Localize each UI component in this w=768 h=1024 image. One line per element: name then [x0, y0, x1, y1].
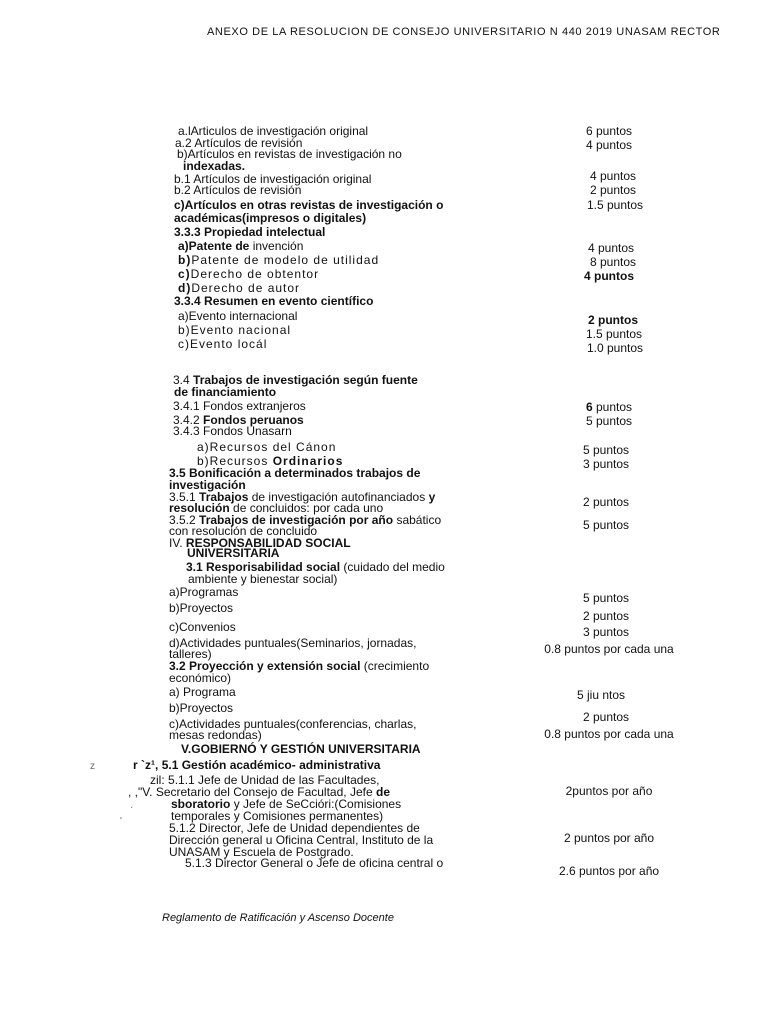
section-3-5-2-num: 3.5.2	[169, 513, 196, 527]
item-c: c)Artículos en otras revistas de investigación o	[174, 198, 444, 212]
points-value: 2 puntos	[589, 183, 637, 197]
section-3-5-2-cont: con resolución de concluido	[169, 524, 318, 538]
section-5-1-1-b-pre: , ,"	[128, 785, 143, 799]
section-5-1-2: 5.1.2 Director, Jefe de Unidad dependientes de	[169, 821, 420, 835]
section-3-4-3: 3.4.3 Fondos Unasarn	[173, 424, 292, 438]
section-v: V.GOBIERNÓ Y GESTIÓN UNIVERSITARIA	[181, 742, 421, 756]
section-3-5-2-bold: Trabajos de investigación por año	[199, 513, 394, 527]
section-3-3-4: 3.3.4 Resumen en evento científico	[174, 294, 374, 308]
points-value: 2 puntos	[582, 609, 630, 623]
document-footer: Reglamento de Ratificación y Ascenso Docente	[162, 912, 394, 924]
section-iv-cont: UNIVERSITARIA	[187, 546, 280, 560]
item-a1: a.lArticulos de investigación original	[178, 124, 369, 138]
points-value: 8 puntos	[589, 255, 637, 269]
item-patente-c	[178, 268, 319, 281]
section-3-2-cont: económico)	[169, 671, 232, 685]
item-pe-c-cont: mesas redondas)	[169, 728, 262, 742]
section-3-5-1-num: 3.5.1	[169, 490, 196, 504]
points-value: 2 puntos	[582, 495, 630, 509]
section-5-1-3: 5.1.3 Director General o Jefe de oficina central o	[185, 856, 444, 870]
points-value: 6 puntos	[585, 124, 633, 138]
item-rs-c: c)Convenios	[169, 620, 236, 634]
points-value: 5 puntos	[582, 518, 630, 532]
points-value-bold: 6	[585, 400, 593, 414]
item-patente-c-label: c)	[178, 267, 191, 281]
section-5-1-1-pre: zil:	[150, 773, 165, 787]
section-3-1-bold: 3.1 Resporisabilidad social	[186, 560, 341, 574]
section-iv-num: IV.	[169, 536, 183, 550]
item-patente-b-text: Patente de modelo de utilidad	[191, 253, 380, 267]
section-3-4-1: 3.4.1 Fondos extranjeros	[173, 399, 306, 413]
points-value: 0.8 puntos por cada una	[544, 727, 674, 741]
section-5-1-1-b-de: de	[375, 785, 390, 799]
item-b-cont: indexadas.	[183, 159, 246, 173]
section-5-1-1-c-text: y Jefe de SeCcióri:(Comisiones	[233, 797, 402, 811]
points-value: 4 puntos	[587, 241, 635, 255]
section-3-5-1-bold: Trabajos	[199, 490, 249, 504]
item-recursos-b-text: b)Recursos	[197, 454, 269, 468]
points-value: 5 puntos	[585, 414, 633, 428]
item-pe-a: a) Programa	[169, 685, 236, 699]
section-3-2-bold: 3.2 Proyección y extensión social	[169, 659, 361, 673]
item-rs-a: a)Programas	[169, 585, 239, 599]
section-3-5-1-y: y	[428, 490, 436, 504]
points-value: 0.8 puntos por cada una	[544, 642, 674, 656]
stray-mark: ·	[130, 802, 134, 813]
points-value	[586, 401, 632, 414]
item-evento-c: c)Evento locál	[178, 337, 268, 351]
section-5-1	[133, 759, 380, 772]
section-5-1-1-text: 5.1.1 Jefe de Unidad de las Facultades,	[168, 773, 380, 787]
item-b2: b.2 Artículos de revisión	[174, 183, 302, 197]
section-3-5-1-text: de investigación autofinanciados	[251, 490, 426, 504]
item-patente-b-label: b)	[178, 253, 192, 267]
stray-mark: '	[120, 816, 122, 827]
section-3-3-3: 3.3.3 Propiedad intelectual	[174, 225, 326, 239]
item-recursos-a: a)Recursos del Cánon	[197, 440, 337, 454]
points-value: 5 puntos	[582, 591, 630, 605]
section-3-1-text: (cuidado del medio	[343, 560, 445, 574]
section-3-4-2-num: 3.4.2	[173, 413, 200, 427]
points-value: 4 puntos	[585, 138, 633, 152]
section-3-4-num: 3.4	[173, 373, 190, 387]
points-value: 5 jiu ntos	[576, 688, 626, 702]
item-c-cont: académicas(impresos o digitales)	[174, 211, 367, 225]
points-value: 1.5 puntos	[586, 198, 644, 212]
item-patente-d-label: d)	[178, 281, 192, 295]
item-patente-c-text: Derecho de obtentor	[190, 267, 320, 281]
points-value: 2puntos por año	[565, 784, 653, 798]
section-3-5-1-res: resolución	[169, 501, 230, 515]
item-patente-a-text: invención	[252, 239, 304, 253]
section-5-1-1-b-text: V. Secretario del Consejo de Facultad, Jefe	[142, 785, 373, 799]
points-value: 1.0 puntos	[586, 341, 644, 355]
item-b1: b.1 Artículos de investigación original	[174, 172, 372, 186]
points-value: 2.6 puntos por año	[558, 864, 660, 878]
points-value-text: puntos	[596, 400, 633, 414]
item-evento-b: b)Evento nacional	[178, 323, 292, 337]
section-iv-text: RESPONSABILIDAD SOCIAL	[185, 536, 351, 550]
section-5-1-pre: r `z¹,	[133, 758, 159, 772]
section-3-5-1-cont-text: de concluidos: por cada uno	[233, 501, 384, 515]
points-value: 4 puntos	[589, 169, 637, 183]
document-header: ANEXO DE LA RESOLUCION DE CONSEJO UNIVERSITARIO N 440 2019 UNASAM RECTOR	[207, 26, 721, 38]
item-b-text: b)Artículos en revistas de investigación no	[177, 147, 402, 161]
item-patente-b	[178, 254, 379, 267]
section-5-1-2-b: Dirección general u Oficina Central, Instituto de la	[169, 833, 434, 847]
points-value: 2 puntos por año	[563, 831, 655, 845]
section-5-1-1-d: temporales y Comisiones permanentes)	[171, 809, 384, 823]
points-value: 1.5 puntos	[585, 327, 643, 341]
section-3-5: 3.5 Bonificación a determinados trabajos de	[169, 466, 421, 480]
item-patente-d-text: Derecho de autor	[191, 281, 301, 295]
section-3-5-cont: investigación	[169, 478, 246, 492]
item-rs-d: d)Actividades puntuales(Seminarios, jornadas,	[169, 636, 417, 650]
section-3-1-cont: ambiente y bienestar social)	[188, 572, 338, 586]
item-rs-b: b)Proyectos	[169, 601, 234, 615]
section-5-1-text: 5.1 Gestión académico- administrativa	[161, 758, 381, 772]
item-recursos-b-bold: Ordinarios	[272, 454, 344, 468]
points-value: 5 puntos	[582, 443, 630, 457]
item-patente-a-label: a)Patente de	[178, 239, 250, 253]
section-3-2-text: (crecimiento	[363, 659, 430, 673]
section-3-4-text: Trabajos de investigación según fuente	[193, 373, 418, 387]
points-value: 2 puntos	[588, 313, 638, 327]
section-3-5-2-text: sabático	[396, 513, 442, 527]
points-value: 3 puntos	[582, 457, 630, 471]
stray-mark: z	[90, 761, 95, 772]
section-5-1-2-c: UNASAM y Escuela de Postgrado.	[169, 845, 354, 859]
section-3-4-cont: de financiamiento	[174, 385, 277, 399]
section-3-4-2-text: Fondos peruanos	[203, 413, 304, 427]
item-pe-c: c)Actividades puntuales(conferencias, charlas,	[169, 717, 417, 731]
item-rs-d-cont: talleres)	[169, 647, 212, 661]
points-value: 3 puntos	[582, 625, 630, 639]
item-pe-b: b)Proyectos	[169, 701, 234, 715]
item-patente-a	[178, 240, 303, 253]
item-evento-a: a)Evento internacional	[178, 309, 298, 323]
points-value: 4 puntos	[584, 269, 634, 283]
section-5-1-1-c-bold: sboratorio	[171, 797, 231, 811]
item-a2: a.2 Artículos de revisión	[175, 136, 303, 150]
points-value: 2 puntos	[582, 710, 630, 724]
